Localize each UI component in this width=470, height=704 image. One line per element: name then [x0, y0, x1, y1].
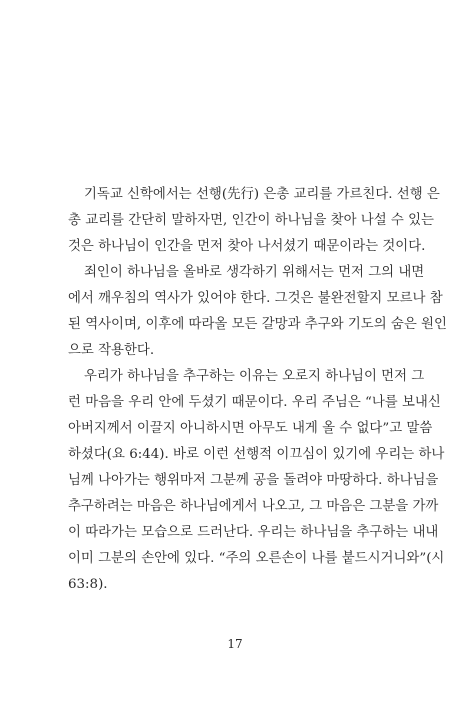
paragraph-1-line-1: 기독교 신학에서는 선행(先行) 은총 교리를 가르친다. 선행 은 — [84, 187, 440, 202]
paragraph-2-line-4: 으로 작용한다. — [68, 343, 155, 358]
paragraph-3-line-4: 하셨다(요 6:44). 바로 이런 선행적 이끄심이 있기에 우리는 하나 — [68, 447, 445, 462]
paragraph-1-line-3: 것은 하나님이 인간을 먼저 찾아 나서셨기 때문이라는 것이다. — [68, 239, 426, 254]
body-text — [68, 182, 447, 598]
paragraph-2-line-3: 된 역사이며, 이후에 따라올 모든 갈망과 추구와 기도의 숨은 원인 — [68, 317, 447, 332]
paragraph-3-line-7: 이 따라가는 모습으로 드러난다. 우리는 하나님을 추구하는 내내 — [68, 525, 439, 540]
paragraph-3-line-9: 63:8). — [68, 577, 108, 592]
paragraph-3-line-8: 이미 그분의 손안에 있다. “주의 오른손이 나를 붙드시거니와”(시 — [68, 551, 445, 566]
page-number: 17 — [227, 637, 243, 651]
paragraph-2-line-1: 죄인이 하나님을 올바로 생각하기 위해서는 먼저 그의 내면 — [84, 265, 425, 280]
paragraph-3-line-1: 우리가 하나님을 추구하는 이유는 오로지 하나님이 먼저 그 — [84, 369, 425, 384]
paragraph-1-line-2: 총 교리를 간단히 말하자면, 인간이 하나님을 찾아 나설 수 있는 — [68, 213, 434, 228]
paragraph-3-line-6: 추구하려는 마음은 하나님에게서 나오고, 그 마음은 그분을 가까 — [68, 499, 439, 514]
paragraph-2-line-2: 에서 깨우침의 역사가 있어야 한다. 그것은 불완전할지 모르나 참 — [68, 291, 443, 306]
paragraph-3-line-3: 아버지께서 이끌지 아니하시면 아무도 내게 올 수 없다”고 말씀 — [68, 421, 433, 436]
paragraph-3-line-5: 님께 나아가는 행위마저 그분께 공을 돌려야 마땅하다. 하나님을 — [68, 473, 439, 488]
paragraph-3-line-2: 런 마음을 우리 안에 두셨기 때문이다. 우리 주님은 “나를 보내신 — [68, 395, 441, 410]
